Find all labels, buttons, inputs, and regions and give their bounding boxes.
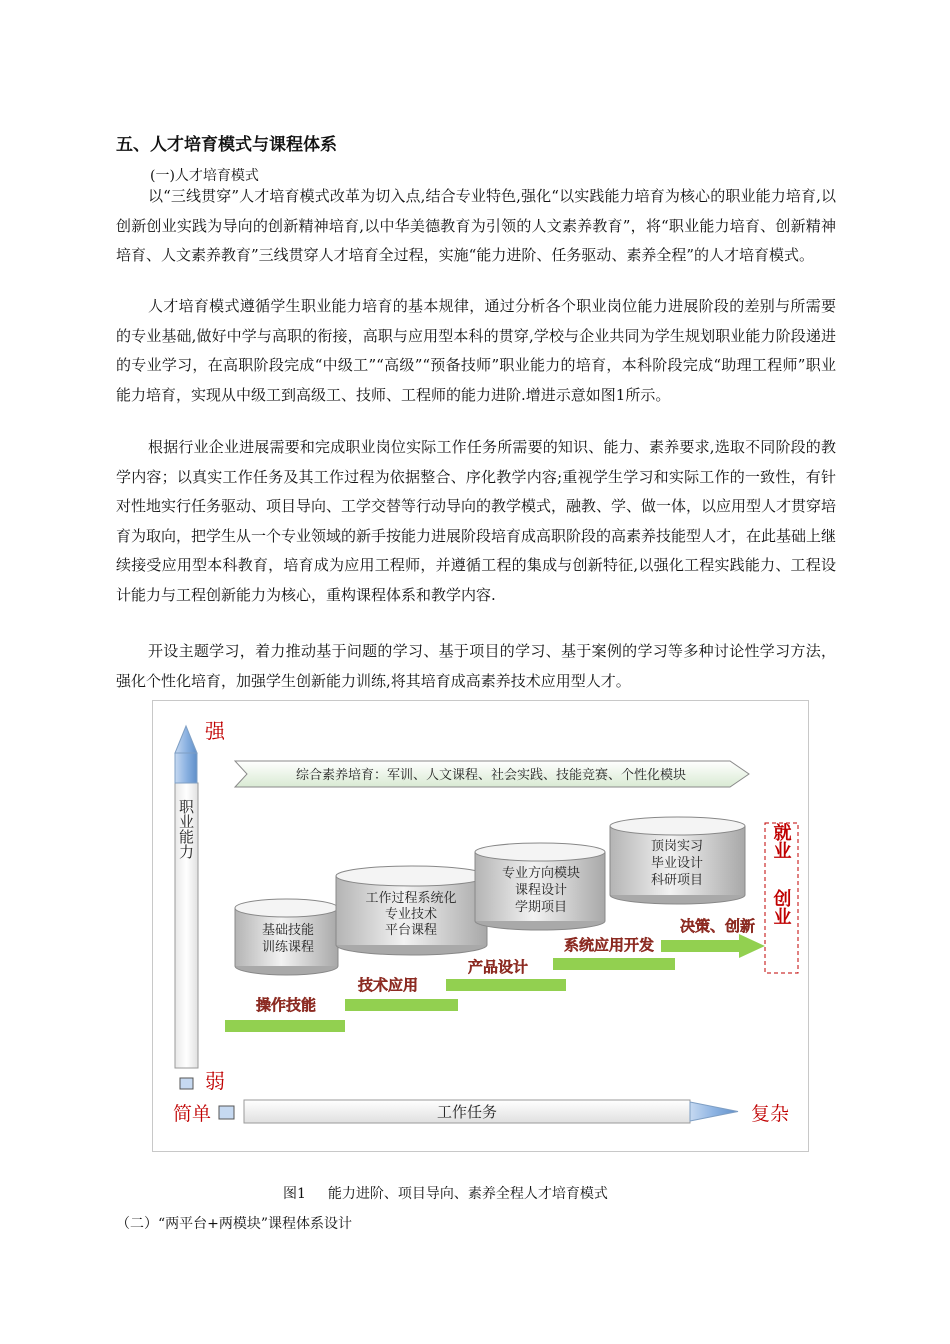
cylinder-3: [475, 843, 605, 930]
step-label-1: 操作技能: [256, 996, 317, 1014]
vertical-axis-cap: [175, 753, 197, 783]
cylinder-3-line-3: 学期项目: [514, 900, 568, 915]
horizontal-axis: [173, 1100, 789, 1125]
step-bar-5: [661, 940, 741, 952]
step-bar-1: [225, 1020, 345, 1032]
goal-box: [765, 822, 798, 973]
figure-diagram: [153, 701, 810, 1153]
step-label-3: 产品设计: [468, 958, 529, 976]
cylinder-1: [235, 899, 338, 975]
vertical-arrow-head-icon: [175, 726, 197, 753]
paragraph-3: 根据行业企业进展需要和完成职业岗位实际工作任务所需要的知识、能力、素养要求,选取不同阶段的教学内容；以真实工作任务及其工作过程为依据整合、序化教学内容;重视学生学习和实际工作的一致性，有针对性地实行任务驱动、项目导向、工学交替等行动导向的教学模式，融教、学、做一体，以应用型人才贯穿培育为取向，把学生从一个专业领域的新手按能力进展阶段培育成高职阶段的高素养技能型人才，在此基础上继续接受应用型本科教育，培育成为应用工程师，并遵循工程的集成与创新特征,以强化工程实践能力、工程设计能力与工程创新能力为核心，重构课程体系和教学内容.: [116, 438, 837, 604]
weak-square-icon: [180, 1078, 193, 1089]
section-heading: 五、人才培育模式与课程体系: [116, 135, 337, 155]
cylinder-4-line-1: 顶岗实习: [650, 839, 704, 854]
cylinder-3-line-1: 专业方向模块: [501, 866, 581, 881]
subsection-heading: (一)人才培育模式: [150, 168, 259, 184]
goal-employment: 就业: [770, 823, 792, 859]
complex-label: 复杂: [751, 1103, 790, 1125]
step-bar-3: [446, 979, 566, 991]
cylinder-4: [610, 817, 745, 904]
cylinder-1-line-2: 训练课程: [261, 940, 315, 955]
paragraph-2: 人才培育模式遵循学生职业能力培育的基本规律，通过分析各个职业岗位能力进展阶段的差别与所需要的专业基础,做好中学与高职的衔接，高职与应用型本科的贯穿,学校与企业共同为学生规划职业能力阶段递进的专业学习，在高职阶段完成“中级工”“高级”“预备技师”职业能力的培育，本科阶段完成“助理工程师”职业能力培育，实现从中级工到高级工、技师、工程师的能力进阶.增进示意如图1所示。: [116, 297, 836, 404]
cylinder-3-line-2: 课程设计: [514, 883, 568, 898]
figure-1: [152, 700, 809, 1152]
figure-caption-text: 能力进阶、项目导向、素养全程人才培育模式: [327, 1186, 608, 1202]
cylinder-4-line-3: 科研项目: [650, 873, 704, 888]
step-bar-2: [345, 999, 458, 1011]
vertical-axis-label: 职业能力: [177, 799, 195, 859]
strong-label: 强: [205, 719, 225, 743]
next-section-heading: （二）“两平台+两模块”课程体系设计: [116, 1216, 353, 1232]
figure-caption: [283, 1183, 608, 1203]
goal-entrepreneurship: 创业: [770, 889, 792, 925]
step-label-5: 决策、创新: [680, 917, 756, 935]
simple-square-icon: [219, 1106, 234, 1119]
step-arrow-head-icon: [739, 934, 765, 958]
horizontal-arrow-head-icon: [690, 1102, 738, 1121]
cylinder-2-line-2: 专业技术: [384, 907, 438, 922]
cylinder-2: [336, 866, 487, 955]
paragraph-4: 开设主题学习，着力推动基于问题的学习、基于项目的学习、基于案例的学习等多种讨论性学习方法，强化个性化培育，加强学生创新能力训练,将其培育成高素养技术应用型人才。: [116, 642, 836, 690]
cylinder-1-line-1: 基础技能: [261, 923, 315, 938]
paragraph-1: 以“三线贯穿”人才培育模式改革为切入点,结合专业特色,强化“以实践能力培育为核心的职业能力培育,以创新创业实践为导向的创新精神培育,以中华美德教育为引领的人文素养教育”，将“职业能力培育、创新精神培育、人文素养教育”三线贯穿人才培育全过程，实施“能力进阶、任务驱动、素养全程”的人才培育模式。: [116, 187, 836, 264]
quality-banner: [235, 761, 749, 787]
cylinder-4-line-2: 毕业设计: [650, 856, 704, 871]
horizontal-axis-label: 工作任务: [436, 1103, 498, 1121]
step-label-4: 系统应用开发: [564, 936, 655, 954]
figure-caption-number: 图1: [283, 1186, 306, 1202]
step-bar-4: [553, 958, 675, 970]
weak-label: 弱: [205, 1069, 225, 1093]
simple-label: 简单: [173, 1103, 212, 1125]
vertical-axis: [175, 726, 198, 1089]
cylinder-2-line-3: 平台课程: [384, 923, 438, 938]
step-label-2: 技术应用: [358, 976, 419, 994]
banner-text: 综合素养培育：军训、人文课程、社会实践、技能竞赛、个性化模块: [295, 768, 687, 783]
cylinder-2-line-1: 工作过程系统化: [365, 891, 457, 906]
